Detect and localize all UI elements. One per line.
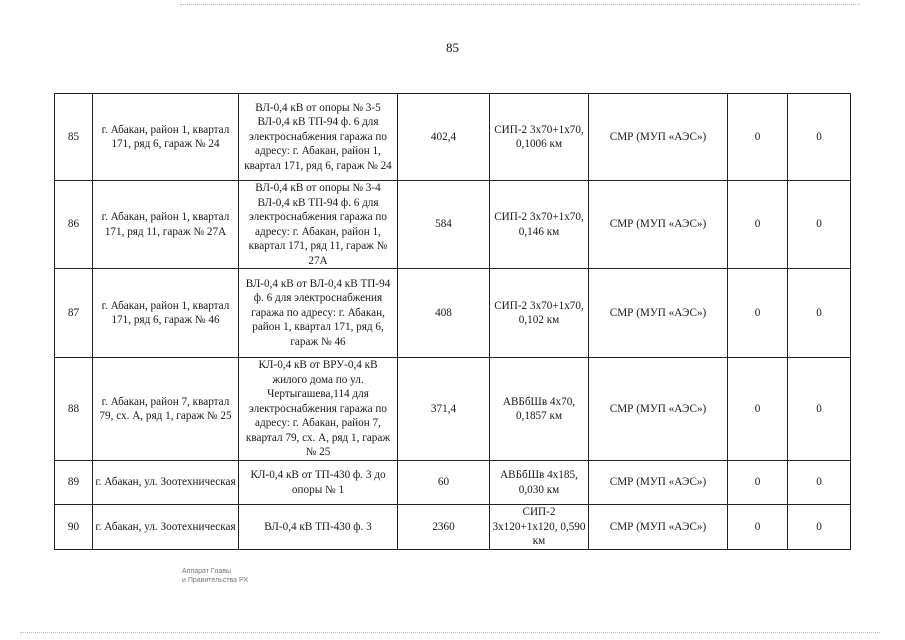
row-cable: АВБбШв 4х70, 0,1857 км — [490, 358, 589, 461]
stamp-line-1: Аппарат Главы — [182, 568, 232, 575]
row-value-1: 0 — [728, 94, 788, 181]
row-number: 90 — [55, 505, 93, 550]
row-description: ВЛ-0,4 кВ от ВЛ-0,4 кВ ТП-94 ф. 6 для электроснабжения гаража по адресу: г. Абакан, район 1, квартал 171, ряд 6, гараж № 46 — [239, 269, 398, 358]
row-value-2: 0 — [788, 505, 851, 550]
table-row — [55, 358, 851, 461]
table-row — [55, 505, 851, 550]
row-length: 371,4 — [398, 358, 490, 461]
row-length: 408 — [398, 269, 490, 358]
row-description: КЛ-0,4 кВ от ТП-430 ф. 3 до опоры № 1 — [239, 461, 398, 505]
works-table — [54, 93, 851, 550]
row-cable: СИП-2 3х70+1х70, 0,102 км — [490, 269, 589, 358]
row-address: г. Абакан, район 1, квартал 171, ряд 11, гараж № 27А — [93, 181, 239, 269]
scan-artifact-top — [180, 4, 860, 6]
row-work: СМР (МУП «АЭС») — [589, 181, 728, 269]
row-value-2: 0 — [788, 94, 851, 181]
row-work: СМР (МУП «АЭС») — [589, 461, 728, 505]
row-number: 86 — [55, 181, 93, 269]
table-row — [55, 181, 851, 269]
row-value-1: 0 — [728, 181, 788, 269]
row-number: 89 — [55, 461, 93, 505]
row-value-2: 0 — [788, 181, 851, 269]
row-value-1: 0 — [728, 505, 788, 550]
row-length: 60 — [398, 461, 490, 505]
row-cable: СИП-2 3х70+1х70, 0,1006 км — [490, 94, 589, 181]
row-address: г. Абакан, район 7, квартал 79, сх. А, ряд 1, гараж № 25 — [93, 358, 239, 461]
row-address: г. Абакан, ул. Зоотехническая — [93, 505, 239, 550]
row-work: СМР (МУП «АЭС») — [589, 94, 728, 181]
row-cable: СИП-2 3х70+1х70, 0,146 км — [490, 181, 589, 269]
row-address: г. Абакан, район 1, квартал 171, ряд 6, гараж № 24 — [93, 94, 239, 181]
row-description: КЛ-0,4 кВ от ВРУ-0,4 кВ жилого дома по ул. Чертыгашева,114 для электроснабжения гаража по адресу: г. Абакан, район 7, квартал 79, сх. А, ряд 1, гараж № 25 — [239, 358, 398, 461]
scan-artifact-bottom — [20, 632, 880, 634]
row-number: 85 — [55, 94, 93, 181]
row-value-1: 0 — [728, 461, 788, 505]
row-length: 584 — [398, 181, 490, 269]
row-work: СМР (МУП «АЭС») — [589, 269, 728, 358]
row-value-1: 0 — [728, 269, 788, 358]
row-length: 2360 — [398, 505, 490, 550]
row-address: г. Абакан, ул. Зоотехническая — [93, 461, 239, 505]
row-value-2: 0 — [788, 461, 851, 505]
row-address: г. Абакан, район 1, квартал 171, ряд 6, гараж № 46 — [93, 269, 239, 358]
row-work: СМР (МУП «АЭС») — [589, 358, 728, 461]
row-number: 88 — [55, 358, 93, 461]
row-value-2: 0 — [788, 358, 851, 461]
row-number: 87 — [55, 269, 93, 358]
row-description: ВЛ-0,4 кВ от опоры № 3-4 ВЛ-0,4 кВ ТП-94 ф. 6 для электроснабжения гаража по адресу: г. Абакан, район 1, квартал 171, ряд 11, гараж № 27А — [239, 181, 398, 269]
row-value-2: 0 — [788, 269, 851, 358]
row-length: 402,4 — [398, 94, 490, 181]
stamp-line-2: и Правительства РХ — [182, 577, 249, 584]
row-work: СМР (МУП «АЭС») — [589, 505, 728, 550]
row-description: ВЛ-0,4 кВ ТП-430 ф. 3 — [239, 505, 398, 550]
table-row — [55, 94, 851, 181]
row-cable: СИП-2 3х120+1х120, 0,590 км — [490, 505, 589, 550]
footer-stamp — [182, 567, 248, 585]
row-value-1: 0 — [728, 358, 788, 461]
table-row — [55, 269, 851, 358]
row-cable: АВБбШв 4х185, 0,030 км — [490, 461, 589, 505]
table-row — [55, 461, 851, 505]
page-number: 85 — [446, 40, 459, 55]
row-description: ВЛ-0,4 кВ от опоры № 3-5 ВЛ-0,4 кВ ТП-94 ф. 6 для электроснабжения гаража по адресу: г. Абакан, район 1, квартал 171, ряд 6, гараж № 24 — [239, 94, 398, 181]
